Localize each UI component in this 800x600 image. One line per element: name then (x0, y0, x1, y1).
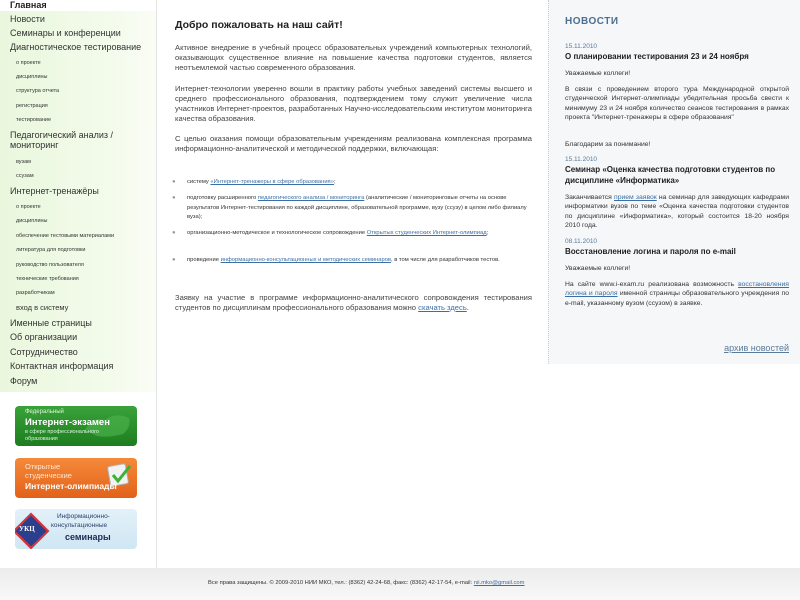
sidebar-subitem-literature[interactable]: литература для подготовки (16, 247, 86, 253)
program-list-item (172, 229, 527, 239)
footer-copyright (208, 580, 524, 586)
applications-link[interactable]: прием заявок (614, 194, 657, 201)
seminar-banner-line2: консультационные (51, 522, 108, 529)
news-body (565, 280, 789, 308)
exam-banner-line2: Интернет-экзамен (25, 417, 110, 428)
intro-paragraph-1: Активное внедрение в учебный процесс образовательных учреждений компьютерных технологий, оказывающих существенное влияние на повышение качества подготовки студентов, является неотъемлемой частью современного образования. (175, 43, 532, 72)
password-recovery-link[interactable]: восстановления логина и пароля (565, 281, 789, 298)
olympiad-banner-line3: Интернет-олимпиады (25, 481, 117, 491)
bullet-text: подготовку расширенного (187, 195, 258, 201)
sidebar-item-cooperation[interactable]: Сотрудничество (10, 347, 78, 357)
news-body-text: На сайте www.i-exam.ru реализована возможность (565, 281, 739, 288)
news-panel (548, 0, 800, 364)
news-date: 15.11.2010 (565, 156, 598, 163)
news-archive-link[interactable]: архив новостей (724, 343, 789, 353)
sidebar-nav (0, 0, 156, 392)
news-body-text: Заканчивается (565, 194, 615, 201)
sidebar-subitem-about[interactable]: о проекте (16, 60, 41, 66)
sidebar-item-pedagogical-analysis[interactable]: Педагогический анализ / (10, 130, 114, 140)
news-date: 08.11.2010 (565, 238, 598, 245)
sidebar-subitem-tech-requirements[interactable]: технические требования (16, 276, 79, 282)
program-list-item (172, 194, 527, 223)
bullet-text-end: , в том числе для разработчиков тестов. (391, 257, 500, 263)
news-body-text-end: на семинар для заведующих кафедрами информатики вузов по теме «Оценка качества подготовки студентов по дисциплине «Информатика», который состоится 18-20 ноября 2010 года. (565, 194, 789, 229)
intro-paragraph-3: С целью оказания помощи образовательным учреждениям реализована комплексная программа информационно-аналитической и методической поддержки, включающая: (175, 134, 532, 153)
seminar-banner-line3: семинары (65, 532, 111, 542)
sidebar-item-monitoring[interactable]: мониторинг (10, 140, 59, 150)
seminars-banner[interactable] (15, 509, 137, 549)
page-title: Добро пожаловать на наш сайт! (175, 19, 343, 31)
olympiad-banner-line2: студенческие (25, 471, 72, 480)
bullet-text: систему (187, 179, 211, 185)
sidebar-subitem-login[interactable]: вход в систему (16, 303, 69, 312)
program-list-item (172, 178, 527, 188)
internet-exam-banner[interactable] (15, 406, 137, 446)
news-heading: НОВОСТИ (565, 16, 619, 27)
bullet-icon: ● (172, 195, 176, 201)
exam-banner-line1: Федеральный (25, 409, 64, 415)
footer-email-link[interactable]: nii.mko@gmail.com (473, 580, 525, 586)
sidebar-subitem-disciplines-trainers[interactable]: дисциплины (16, 218, 48, 224)
exam-banner-line4: образования (25, 436, 58, 442)
trainers-link[interactable]: «Интернет-тренажеры в сфере образования» (210, 179, 334, 185)
sidebar-item-seminars[interactable]: Семинары и конференции (10, 28, 121, 38)
sidebar-item-forum[interactable]: Форум (10, 376, 38, 386)
news-headline[interactable]: О планировании тестирования 23 и 24 ноября (565, 52, 749, 61)
sidebar (0, 0, 157, 568)
footer (0, 568, 800, 600)
sidebar-subitem-user-guide[interactable]: руководство пользователя (16, 262, 84, 268)
news-headline[interactable]: Восстановление логина и пароля по e-mail (565, 247, 736, 256)
download-link[interactable]: скачать здесь (418, 303, 467, 312)
bullet-text-end: ; (486, 230, 489, 236)
application-text-end: . (466, 303, 469, 312)
seminar-banner-line1: Информационно- (57, 513, 110, 520)
sidebar-item-home[interactable]: Главная (0, 0, 156, 11)
main-content (165, 0, 540, 568)
news-body-text-end: именной страницы образовательного учреждения по e-mail, указанному вузом (ссузом) в заявке. (565, 290, 789, 307)
news-headline[interactable]: Семинар «Оценка качества подготовки студентов по дисциплине «Информатика» (565, 165, 776, 185)
sidebar-subitem-report-structure[interactable]: структура отчета (16, 88, 60, 94)
bullet-text: организационно-методическое и технологическое сопровождение (187, 230, 367, 236)
news-closing: Благодарим за понимание! (565, 141, 651, 148)
sidebar-subitem-universities[interactable]: вузам (16, 159, 31, 165)
bullet-text-end: (аналитические / мониторинговые отчеты на основе результатов Интернет-тестирования по каждой дисциплине, образовательной программе, вузу (ссузу) в целом либо филиалу вуза); (187, 195, 527, 220)
news-body (565, 193, 789, 230)
sidebar-subitem-test-materials[interactable]: обеспечение тестовыми материалами (16, 233, 115, 239)
news-greeting: Уважаемые коллеги! (565, 265, 631, 272)
pedagogical-analysis-link[interactable]: педагогического анализа / мониторинга (257, 195, 365, 201)
news-greeting: Уважаемые коллеги! (565, 70, 631, 77)
application-paragraph (175, 293, 532, 313)
program-list-item (172, 256, 527, 266)
bullet-text-end: ; (333, 179, 336, 185)
sidebar-subitem-testing[interactable]: тестирование (16, 117, 52, 123)
copyright-text: Все права защищены. © 2009-2010 НИИ МКО, тел.: (8362) 42-24-68, факс: (8362) 42-17-54, e-mail: (208, 580, 474, 586)
bullet-icon: ● (172, 230, 176, 236)
application-text: Заявку на участие в программе информационно-аналитического сопровождения тестирования студентов по дисциплинам профессионального образования можно (175, 293, 532, 312)
olympiads-link[interactable]: Открытых студенческих Интернет-олимпиад (366, 230, 487, 236)
sidebar-subitem-colleges[interactable]: ссузам (16, 173, 34, 179)
bullet-text: проведение (187, 257, 221, 263)
sidebar-item-about-org[interactable]: Об организации (10, 332, 78, 342)
bullet-icon: ● (172, 257, 176, 263)
seminars-link[interactable]: информационно-консультационных и методических семинаров (220, 257, 392, 263)
sidebar-subitem-developers[interactable]: разработчикам (16, 290, 55, 296)
news-body: В связи с проведением второго тура Международной открытой студенческой Интернет-олимпиады убедительная просьба свести к минимуму 23 и 24 ноября количество сеансов тестирования в рамках проекта "Интернет-тренажеры в сфере образования" (565, 86, 789, 121)
sidebar-item-contacts[interactable]: Контактная информация (10, 361, 114, 371)
sidebar-item-internet-trainers[interactable]: Интернет-тренажёры (10, 186, 99, 196)
sidebar-subitem-about-trainers[interactable]: о проекте (16, 204, 41, 210)
olympiad-banner[interactable] (15, 458, 137, 498)
ukc-logo-text: УКЦ (19, 525, 35, 533)
exam-banner-line3: в сфере профессионального (25, 429, 99, 435)
sidebar-item-news[interactable]: Новости (10, 14, 45, 24)
sidebar-subitem-disciplines[interactable]: дисциплины (16, 74, 48, 80)
sidebar-subitem-registration[interactable]: регистрация (16, 103, 48, 109)
intro-paragraph-2: Интернет-технологии уверенно вошли в практику работы учебных заведений системы высшего и среднего профессионального образования, подтверждением тому служит увеличение числа участников Интернет-проектов, разработанных Научно-исследовательским институтом мониторинга качества образования. (175, 84, 532, 123)
sidebar-item-diagnostic-testing[interactable]: Диагностическое тестирование (10, 42, 142, 52)
olympiad-banner-line1: Открытые (25, 462, 61, 471)
sidebar-item-named-pages[interactable]: Именные страницы (10, 318, 92, 328)
news-date: 15.11.2010 (565, 43, 598, 50)
bullet-icon: ● (172, 179, 176, 185)
